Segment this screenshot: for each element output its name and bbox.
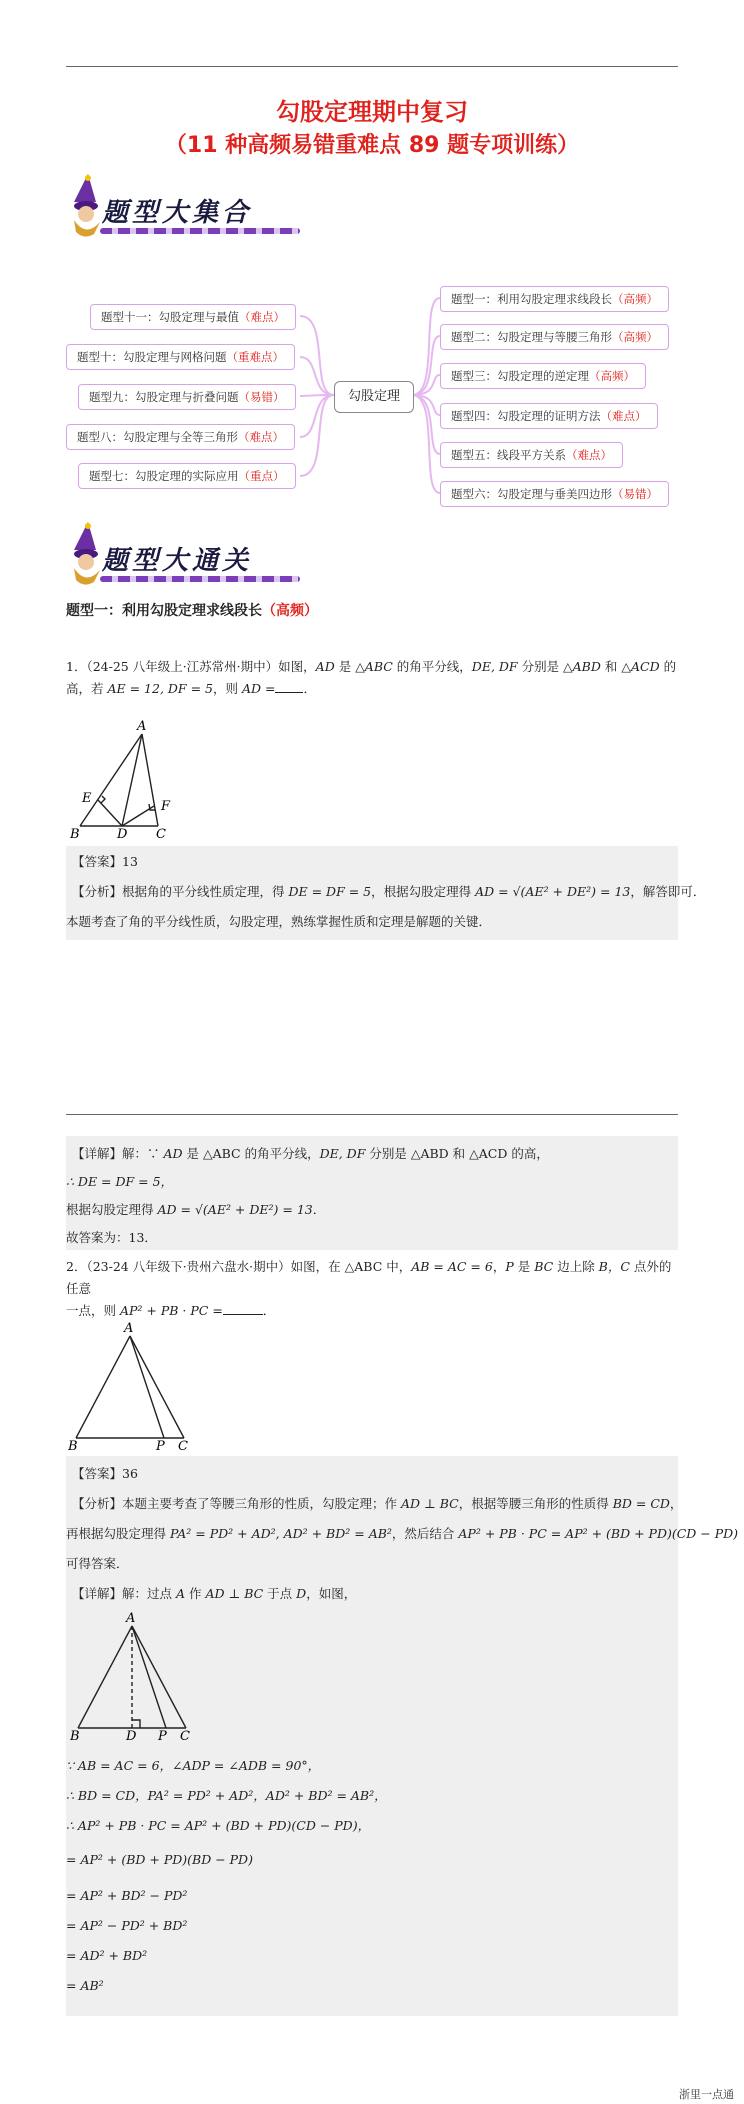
banner-collection-underline bbox=[100, 228, 300, 234]
mindmap-node-label: 题型三：勾股定理的逆定理 bbox=[451, 369, 589, 383]
mindmap-node-left bbox=[78, 384, 296, 410]
mindmap-node-tag: （难点） bbox=[566, 448, 612, 462]
mindmap-node-label: 题型一：利用勾股定理求线段长 bbox=[451, 292, 612, 306]
q2-math: BD = CD bbox=[612, 1496, 670, 1511]
q1-detail-text: 是 △ABC 的角平分线， bbox=[182, 1146, 320, 1161]
q1-analysis-text: ，解答即可． bbox=[630, 884, 706, 899]
q2-detail-label-B: B bbox=[70, 1729, 80, 1742]
page-subtitle: （11 种高频易错重难点 89 题专项训练） bbox=[164, 133, 580, 158]
q1-detail-text: ． bbox=[312, 1202, 326, 1217]
q1-math: AD bbox=[163, 1146, 183, 1161]
q1-analysis-note: 本题考查了角的平分线性质，勾股定理，熟练掌握性质和定理是解题的关键． bbox=[66, 914, 492, 929]
mindmap-node-tag: （重难点） bbox=[226, 350, 284, 364]
q1-detail-line bbox=[66, 1200, 325, 1218]
q2-detail-figure bbox=[70, 1612, 200, 1742]
q1-math: AD = bbox=[241, 681, 276, 696]
mindmap-node-right bbox=[440, 324, 669, 350]
q2-step: = AP² − PD² + BD² bbox=[66, 1918, 188, 1933]
mindmap-center: 勾股定理 bbox=[334, 381, 414, 413]
q1-detail-text: 根据勾股定理得 bbox=[66, 1202, 158, 1217]
mindmap-node-label: 题型十：勾股定理与网格问题 bbox=[77, 350, 227, 364]
q1-label-D: D bbox=[117, 827, 128, 840]
q2-text-part: 一点，则 bbox=[66, 1303, 120, 1318]
q2-step: = AP² + (BD + PD)(BD − PD) bbox=[66, 1852, 253, 1867]
q2-step: = AP² + BD² − PD² bbox=[66, 1888, 188, 1903]
mindmap-node-label: 题型六：勾股定理与垂美四边形 bbox=[451, 487, 612, 501]
q1-math: AD = √(AE² + DE²) = 13 bbox=[475, 884, 631, 899]
mindmap-node-tag: （难点） bbox=[239, 310, 285, 324]
q2-math: AP² + PB · PC = bbox=[119, 1303, 223, 1318]
q2-math: PA² = PD² + AD², AD² + BD² = AB² bbox=[169, 1526, 392, 1541]
q1-answer: 【答案】13 bbox=[72, 854, 138, 869]
q2-math: AD ⊥ BC bbox=[400, 1496, 459, 1511]
mindmap-node-tag: （高频） bbox=[612, 330, 658, 344]
q2-analysis-text: 再根据勾股定理得 bbox=[66, 1526, 170, 1541]
q1-text-part: 高，若 bbox=[66, 681, 108, 696]
q2-analysis-text: ， bbox=[669, 1496, 683, 1511]
q2-analysis-text: ，然后结合 bbox=[391, 1526, 459, 1541]
q1-text-part: 和 bbox=[600, 659, 622, 674]
banner-collection-text: 题型大集合 bbox=[102, 198, 253, 228]
mindmap-node-label: 题型五：线段平方关系 bbox=[451, 448, 566, 462]
mindmap-node-tag: （难点） bbox=[238, 430, 284, 444]
q2-detail-text: ，如图， bbox=[306, 1586, 357, 1601]
mindmap-node-right bbox=[440, 286, 669, 312]
mindmap-node-label: 题型九：勾股定理与折叠问题 bbox=[89, 390, 239, 404]
q2-text-part: 边上除 bbox=[553, 1259, 599, 1274]
answer-blank bbox=[223, 1302, 263, 1315]
answer-blank bbox=[275, 680, 303, 693]
top-rule bbox=[66, 66, 678, 67]
q2-label-P: P bbox=[156, 1439, 165, 1452]
q1-analysis-text: 【分析】根据角的平分线性质定理，得 bbox=[72, 884, 289, 899]
mindmap-node-label: 题型四：勾股定理的证明方法 bbox=[451, 409, 601, 423]
q1-label-A: A bbox=[137, 720, 147, 734]
q1-detail-text: 【详解】解：∵ bbox=[72, 1146, 164, 1161]
q1-text-part: 分别是 bbox=[517, 659, 564, 674]
q2-math: AD ⊥ BC bbox=[205, 1586, 264, 1601]
q2-analysis-text: ，根据等腰三角形的性质得 bbox=[458, 1496, 613, 1511]
q2-detail-label-C: C bbox=[180, 1729, 190, 1742]
q1-math: △ABC bbox=[355, 659, 393, 674]
q1-math: △ACD bbox=[621, 659, 660, 674]
q2-detail-text: 【详解】解：过点 bbox=[72, 1586, 176, 1601]
q1-answer-box bbox=[66, 846, 706, 940]
mindmap-node-left bbox=[66, 344, 295, 370]
q2-math: P bbox=[505, 1259, 514, 1274]
q1-source: 1．（24-25 八年级上·江苏常州·期中）如图， bbox=[66, 659, 316, 674]
q2-math: A bbox=[175, 1586, 186, 1601]
mindmap-node-label: 题型十一：勾股定理与最值 bbox=[101, 310, 239, 324]
mindmap-node-label: 题型二：勾股定理与等腰三角形 bbox=[451, 330, 612, 344]
q2-text bbox=[66, 1256, 678, 1322]
mindmap-node-tag: （高频） bbox=[612, 292, 658, 306]
mindmap-node-right bbox=[440, 403, 658, 429]
q2-detail-text: 于点 bbox=[263, 1586, 297, 1601]
footer-brand: 浙里一点通 bbox=[679, 2088, 734, 2101]
q1-text-part: 的 bbox=[659, 659, 677, 674]
q2-label-B: B bbox=[68, 1439, 78, 1452]
banner-collection bbox=[66, 172, 306, 244]
q2-math: B，C bbox=[598, 1259, 630, 1274]
mindmap-node-right bbox=[440, 481, 669, 507]
q1-detail-line: 故答案为：13． bbox=[66, 1230, 157, 1245]
q2-text-part: 2．（23-24 八年级下·贵州六盘水·期中）如图，在 △ABC 中， bbox=[66, 1259, 412, 1274]
q2-analysis-line: 可得答案． bbox=[66, 1556, 129, 1571]
banner-pass-underline bbox=[100, 576, 300, 582]
q2-step: ∴ AP² + PB · PC = AP² + (BD + PD)(CD − PD)， bbox=[66, 1818, 371, 1833]
q1-detail-line: ∴ DE = DF = 5， bbox=[66, 1174, 174, 1189]
q2-math: AB = AC = 6 bbox=[411, 1259, 493, 1274]
q1-label-B: B bbox=[70, 827, 80, 840]
q2-math: D bbox=[296, 1586, 307, 1601]
q1-math: △ABD bbox=[563, 659, 601, 674]
q2-text-part: ， bbox=[492, 1259, 506, 1274]
q2-math: BC bbox=[534, 1259, 554, 1274]
q1-math: DE, DF bbox=[319, 1146, 366, 1161]
q1-text-part: ． bbox=[303, 681, 316, 696]
q1-text-part: 是 bbox=[334, 659, 356, 674]
mindmap-node-tag: （难点） bbox=[600, 409, 647, 423]
q2-answer: 【答案】36 bbox=[72, 1466, 138, 1481]
q1-detail-box bbox=[66, 1136, 678, 1250]
q1-figure bbox=[70, 720, 200, 840]
q2-detail-label-A: A bbox=[126, 1612, 136, 1626]
q2-analysis-line bbox=[66, 1524, 738, 1542]
q2-text-part: ． bbox=[262, 1303, 276, 1318]
q1-text bbox=[66, 656, 678, 700]
q1-label-E: E bbox=[82, 791, 92, 806]
mindmap-node-left bbox=[78, 463, 296, 489]
q1-math: AD = √(AE² + DE²) = 13 bbox=[157, 1202, 313, 1217]
q2-detail-intro bbox=[72, 1584, 356, 1602]
q1-math: DE, DF bbox=[471, 659, 518, 674]
q2-analysis bbox=[72, 1494, 682, 1512]
q2-text-part: 点外的任意 bbox=[66, 1259, 672, 1296]
q2-detail-text: 作 bbox=[185, 1586, 206, 1601]
q2-label-C: C bbox=[178, 1439, 188, 1452]
mindmap-node-label: 题型八：勾股定理与全等三角形 bbox=[77, 430, 238, 444]
q2-label-A: A bbox=[124, 1322, 134, 1336]
q2-answer-box bbox=[66, 1456, 739, 2016]
mindmap-node-tag: （易错） bbox=[238, 390, 285, 404]
q1-math: AD bbox=[315, 659, 335, 674]
q2-step: ∴ BD = CD，PA² = PD² + AD²，AD² + BD² = AB²， bbox=[66, 1788, 387, 1803]
section-heading-text: 题型一：利用勾股定理求线段长 bbox=[66, 603, 262, 619]
mindmap-node-label: 题型七：勾股定理的实际应用 bbox=[89, 469, 239, 483]
q2-text-part: 是 bbox=[513, 1259, 535, 1274]
q1-text-part: 的角平分线， bbox=[392, 659, 472, 674]
banner-pass-text: 题型大通关 bbox=[102, 546, 253, 576]
section-heading-tag: （高频） bbox=[262, 603, 318, 619]
page-title: 勾股定理期中复习 bbox=[276, 98, 468, 126]
q2-math: AP² + PB · PC = AP² + (BD + PD)(CD − PD) bbox=[458, 1526, 739, 1541]
mindmap-node-tag: （重点） bbox=[238, 469, 285, 483]
page-break-rule bbox=[66, 1114, 678, 1115]
q2-analysis-text: 【分析】本题主要考查了等腰三角形的性质，勾股定理；作 bbox=[72, 1496, 401, 1511]
q2-detail-label-D: D bbox=[126, 1729, 137, 1742]
q2-step: = AB² bbox=[66, 1978, 104, 1993]
q1-analysis bbox=[72, 882, 705, 900]
mindmap-node-left bbox=[66, 424, 295, 450]
mindmap-node-tag: （高频） bbox=[589, 369, 635, 383]
mindmap-node-tag: （易错） bbox=[612, 487, 658, 501]
mindmap-node-right bbox=[440, 363, 646, 389]
banner-pass bbox=[66, 520, 306, 592]
q1-math: AE = 12, DF = 5 bbox=[107, 681, 213, 696]
mindmap-node-left bbox=[90, 304, 296, 330]
q1-math: DE = DF = 5 bbox=[288, 884, 372, 899]
mindmap-node-right bbox=[440, 442, 623, 468]
q1-text-part: ，则 bbox=[212, 681, 242, 696]
q2-step: ∵ AB = AC = 6，∠ADP = ∠ADB = 90°， bbox=[66, 1758, 321, 1773]
q2-detail-label-P: P bbox=[158, 1729, 167, 1742]
q1-analysis-text: ，根据勾股定理得 bbox=[371, 884, 476, 899]
q1-detail-text: 分别是 △ABD 和 △ACD 的高， bbox=[365, 1146, 549, 1161]
q2-step: = AD² + BD² bbox=[66, 1948, 148, 1963]
q1-label-C: C bbox=[156, 827, 166, 840]
q1-label-F: F bbox=[161, 799, 171, 814]
q1-detail-line bbox=[72, 1144, 549, 1162]
section-heading bbox=[66, 600, 318, 620]
q2-figure bbox=[68, 1322, 198, 1452]
